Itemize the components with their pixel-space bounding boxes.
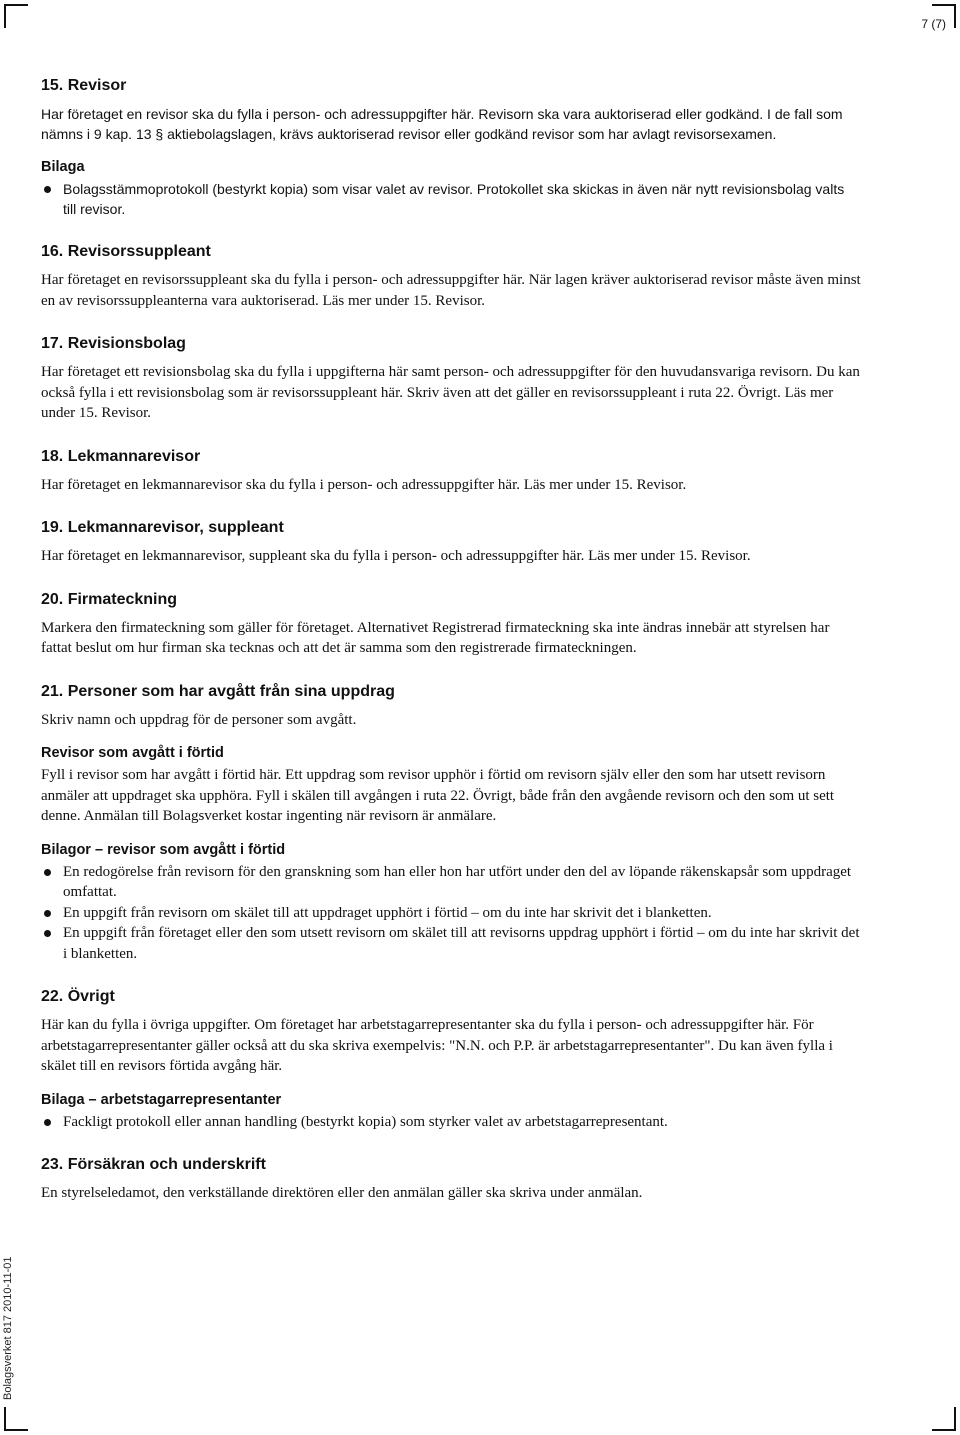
section-title: 17. Revisionsbolag (41, 335, 186, 352)
list-item: En uppgift från revisorn om skälet till att uppdraget upphört i förtid – om du inte har skrivit det i blanketten. (41, 903, 861, 924)
form-id-footer: Bolagsverket 817 2010-11-01 (2, 1256, 14, 1400)
section-23-forsakran (41, 1155, 861, 1204)
list-item: Bolagsstämmoprotokoll (bestyrkt kopia) som visar valet av revisor. Protokollet ska skickas in även när nytt revisionsbolag valts till revisor. (41, 179, 861, 219)
section-body: En styrelseledamot, den verkställande direktören eller den anmälan gäller ska skriva under anmälan. (41, 1185, 643, 1201)
section-title: 19. Lekmannarevisor, suppleant (41, 519, 284, 536)
section-title: 18. Lekmannarevisor (41, 447, 201, 465)
section-body: Har företaget ett revisionsbolag ska du fylla i uppgifterna här samt person- och adressuppgifter för den huvudansvariga revisorn. Du kan också fylla i ett revisionsbolag som är revisorssuppleant här. Skriv även att det gäller en revisorssuppleant i ruta 22. Övrigt. Läs mer under 15. Revisor. (41, 364, 860, 421)
subsection-title: Revisor som avgått i förtid (41, 745, 224, 761)
list-item: En uppgift från företaget eller den som utsett revisorn om skälet till att revisorns uppdrag upphört i förtid – om du inte har skrivit det i blanketten. (41, 923, 861, 964)
document-body (41, 76, 861, 1227)
subsection-title: Bilaga (41, 159, 85, 175)
crop-mark-bottom-right (932, 1407, 956, 1431)
section-title: 16. Revisorssuppleant (41, 243, 211, 260)
section-20-firmateckning (41, 590, 861, 659)
section-22-ovrigt (41, 987, 861, 1132)
section-body: Har företaget en revisor ska du fylla i person- och adressuppgifter här. Revisorn ska vara auktoriserad eller godkänd. I de fall som nämns i 9 kap. 13 § aktiebolagslagen, krävs auktoriserad revisor eller godkänd revisor som har avlagt revisorsexamen. (41, 106, 843, 142)
section-18-lekmannarevisor (41, 447, 861, 496)
section-body: Har företaget en lekmannarevisor, suppleant ska du fylla i person- och adressuppgifter här. Läs mer under 15. Revisor. (41, 548, 751, 564)
section-title: 15. Revisor (41, 77, 127, 94)
bullet-list (41, 862, 861, 965)
crop-mark-bottom-left (4, 1407, 28, 1431)
page-number: 7 (7) (921, 17, 946, 31)
section-16-revisorssuppleant (41, 242, 861, 311)
subsection-title: Bilagor – revisor som avgått i förtid (41, 841, 286, 858)
subsection-body: Fyll i revisor som har avgått i förtid här. Ett uppdrag som revisor upphör i förtid om revisorn själv eller den som har utsett revisorn anmäler att uppdraget ska upphöra. Fyll i skälen till avgången i ruta 22. Övrigt, både från den avgående revisorn och den som ut sett denne. Anmälan till Bolagsverket kostar ingenting när revisorn är anmälare. (41, 767, 835, 824)
bullet-list (41, 1112, 861, 1133)
section-body: Skriv namn och uppdrag för de personer som avgått. (41, 711, 357, 728)
section-19-lekmannarevisor-suppleant (41, 518, 861, 567)
section-body: Har företaget en revisorssuppleant ska du fylla i person- och adressuppgifter här. När lagen kräver auktoriserad revisor måste även minst en av revisorssuppleanterna vara auktoriserad. Läs mer under 15. Revisor. (41, 272, 861, 309)
section-title: 21. Personer som har avgått från sina uppdrag (41, 682, 395, 700)
section-body: Har företaget en lekmannarevisor ska du fylla i person- och adressuppgifter här. Läs mer under 15. Revisor. (41, 476, 687, 493)
section-title: 23. Försäkran och underskrift (41, 1156, 266, 1173)
section-15-revisor (41, 76, 861, 219)
section-title: 20. Firmateckning (41, 590, 178, 608)
section-17-revisionsbolag (41, 334, 861, 424)
list-item: Fackligt protokoll eller annan handling (bestyrkt kopia) som styrker valet av arbetstagarrepresentant. (41, 1112, 861, 1133)
list-item: En redogörelse från revisorn för den granskning som han eller hon har utfört under den del av löpande räkenskapsår som uppdraget omfattat. (41, 862, 861, 903)
bullet-list (41, 179, 861, 219)
section-body: Här kan du fylla i övriga uppgifter. Om företaget har arbetstagarrepresentanter ska du fylla i person- och adressuppgifter här. För arbetstagarrepresentanter gäller också att du ska skriva exempelvis: "N.N. och P.P. är arbetstagarrepresentanter". Du kan även fylla i skälet till en revisors förtida avgång här. (41, 1017, 833, 1074)
section-body: Markera den firmateckning som gäller för företaget. Alternativet Registrerad firmateckning ska inte ändras innebär att styrelsen har fattat beslut om hur firman ska tecknas och att det är samma som den registrerade firmateckningen. (41, 619, 830, 656)
section-21-avgatt (41, 682, 861, 965)
subsection-title: Bilaga – arbetstagarrepresentanter (41, 1091, 282, 1108)
crop-mark-top-left (4, 4, 28, 28)
section-title: 22. Övrigt (41, 988, 115, 1005)
